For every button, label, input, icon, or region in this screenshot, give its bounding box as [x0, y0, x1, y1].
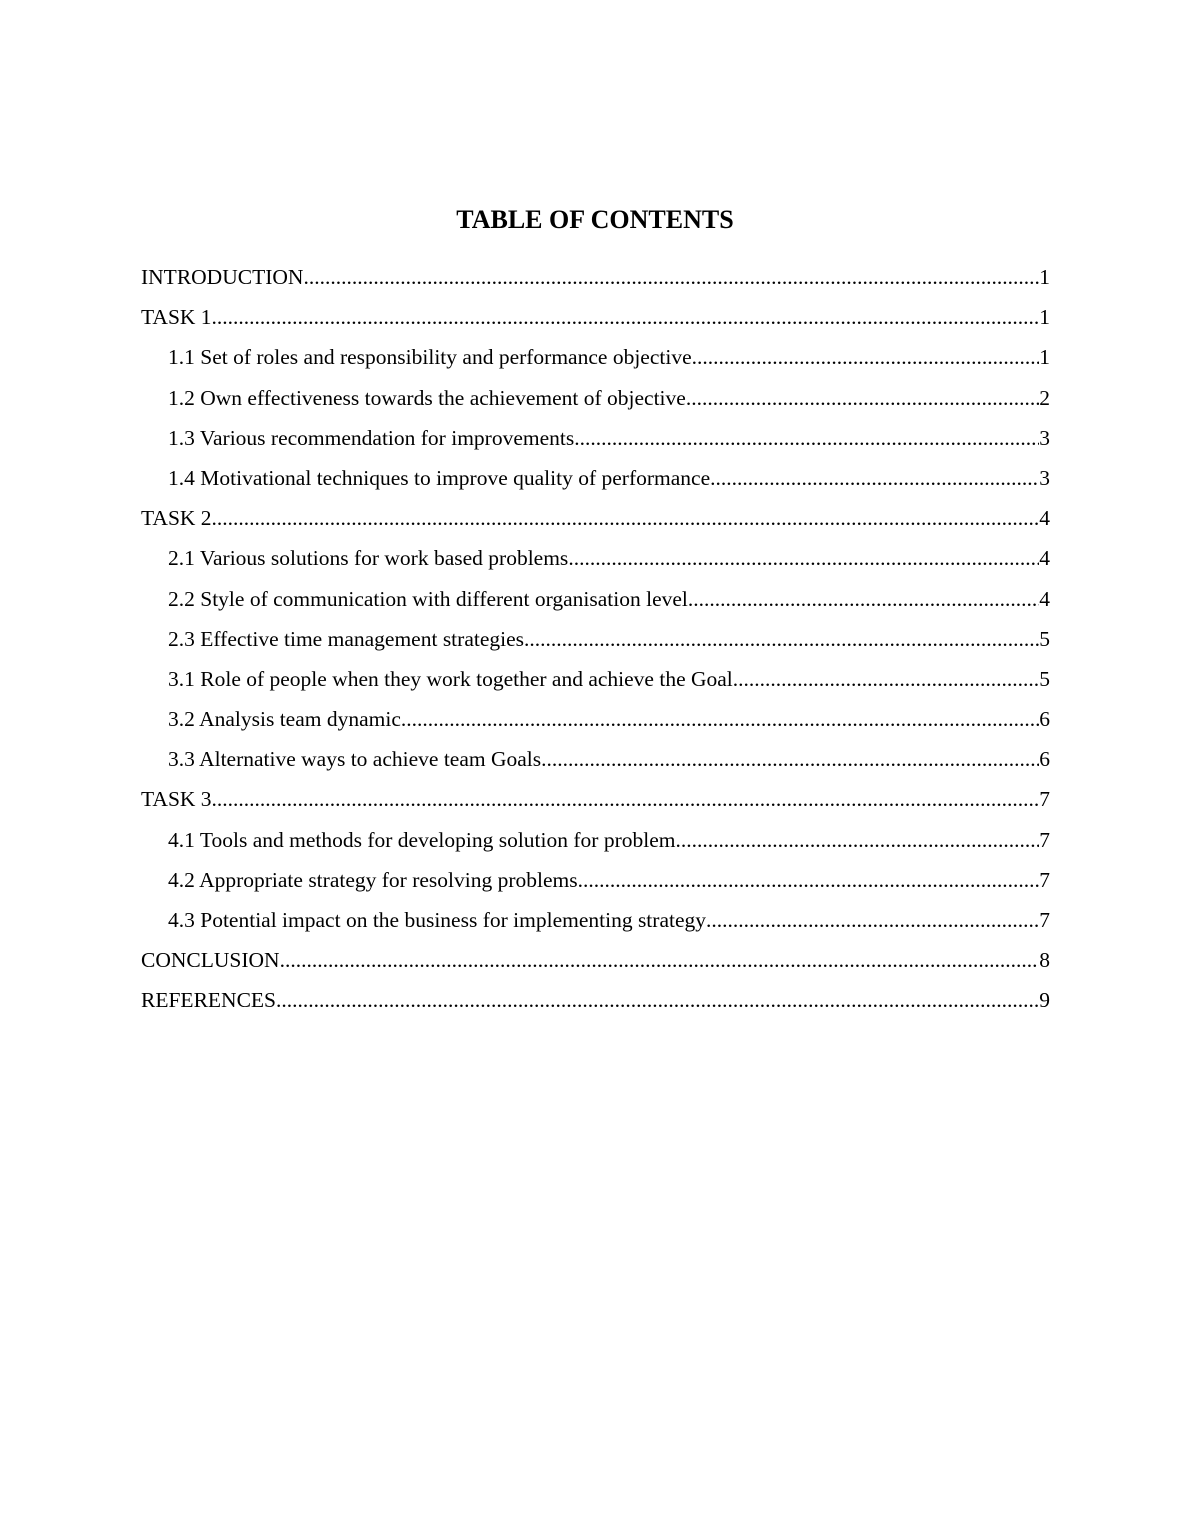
toc-entry-page: 7 [1039, 827, 1050, 852]
toc-entry-task-3[interactable] [141, 779, 1050, 819]
toc-entry-label: 2.2 Style of communication with different organisation level [168, 586, 688, 611]
toc-entry-label: 1.1 Set of roles and responsibility and performance objective [168, 345, 692, 370]
toc-entry-label: 4.3 Potential impact on the business for implementing strategy [168, 908, 707, 932]
toc-entry-page: 3 [1039, 465, 1050, 490]
toc-entry-task-1[interactable] [141, 297, 1050, 337]
toc-entry-page: 7 [1039, 867, 1050, 892]
toc-entry-label: TASK 2 [141, 506, 212, 531]
toc-entry-1-1[interactable] [141, 337, 1050, 377]
toc-entry-page: 3 [1039, 425, 1050, 450]
toc-entry-task-2[interactable] [141, 498, 1050, 538]
toc-entry-label: 1.2 Own effectiveness towards the achievement of objective [168, 385, 686, 410]
toc-entry-page: 4 [1039, 546, 1050, 571]
toc-entry-1-4[interactable] [141, 458, 1050, 498]
dot-leader [212, 297, 1040, 337]
toc-entry-page: 5 [1039, 666, 1050, 691]
toc-entry-page: 2 [1039, 385, 1050, 410]
dot-leader [686, 378, 1039, 418]
toc-entry-label: 4.2 Appropriate strategy for resolving problems [168, 867, 578, 892]
toc-entry-page: 1 [1039, 265, 1050, 289]
toc-entry-label: TASK 3 [141, 787, 212, 812]
toc-entry-3-2[interactable] [141, 699, 1050, 739]
toc-entry-page: 1 [1039, 305, 1050, 330]
dot-leader [212, 498, 1040, 538]
toc-entry-label: INTRODUCTION [141, 265, 304, 289]
toc-entry-3-3[interactable] [141, 739, 1050, 779]
toc-entry-2-2[interactable] [141, 579, 1050, 619]
dot-leader [568, 538, 1039, 578]
toc-entry-label: 1.4 Motivational techniques to improve quality of performance [168, 465, 711, 490]
toc-entry-2-3[interactable] [141, 619, 1050, 659]
toc-entry-label: CONCLUSION [141, 948, 280, 973]
toc-entry-page: 6 [1039, 747, 1050, 772]
toc-entry-2-1[interactable] [141, 538, 1050, 578]
dot-leader [710, 458, 1039, 498]
toc-entry-label: 3.3 Alternative ways to achieve team Goals [168, 747, 542, 772]
toc-entry-4-1[interactable] [141, 820, 1050, 860]
toc-entry-page: 5 [1039, 626, 1050, 651]
dot-leader [578, 860, 1040, 900]
dot-leader [541, 739, 1039, 779]
dot-leader [212, 779, 1040, 819]
toc-entry-label: 3.2 Analysis team dynamic [168, 707, 401, 732]
toc-entry-4-2[interactable] [141, 860, 1050, 900]
toc-entry-3-1[interactable] [141, 659, 1050, 699]
toc-entry-label: 4.1 Tools and methods for developing solution for problem [168, 827, 676, 852]
toc-entry-page: 4 [1039, 506, 1050, 531]
dot-leader [675, 820, 1039, 860]
toc-list [141, 257, 1050, 1021]
toc-entry-page: 9 [1039, 988, 1050, 1013]
toc-entry-page: 8 [1039, 948, 1050, 973]
toc-entry-label: 3.1 Role of people when they work together and achieve the Goal [168, 666, 733, 691]
dot-leader [524, 619, 1039, 659]
toc-entry-page: 4 [1039, 586, 1050, 611]
toc-title: TABLE OF CONTENTS [456, 205, 734, 234]
toc-entry-1-3[interactable] [141, 418, 1050, 458]
toc-entry-conclusion[interactable] [141, 940, 1050, 980]
toc-entry-label: TASK 1 [141, 305, 212, 330]
toc-entry-label: 2.1 Various solutions for work based problems [168, 546, 569, 571]
toc-entry-1-2[interactable] [141, 378, 1050, 418]
toc-entry-label: REFERENCES [141, 988, 276, 1013]
toc-entry-references[interactable] [141, 980, 1050, 1020]
dot-leader [706, 900, 1039, 940]
toc-entry-page: 1 [1039, 345, 1050, 370]
toc-entry-page: 6 [1039, 707, 1050, 732]
dot-leader [401, 699, 1039, 739]
toc-entry-label: 2.3 Effective time management strategies [168, 626, 525, 651]
dot-leader [280, 940, 1040, 980]
dot-leader [574, 418, 1039, 458]
toc-entry-page: 7 [1039, 908, 1050, 932]
dot-leader [276, 980, 1039, 1020]
toc-entry-page: 7 [1039, 787, 1050, 812]
toc-entry-4-3[interactable] [141, 900, 1050, 940]
dot-leader [692, 337, 1040, 377]
toc-entry-label: 1.3 Various recommendation for improvements [168, 425, 575, 450]
toc-entry-introduction[interactable] [141, 257, 1050, 297]
dot-leader [733, 659, 1039, 699]
dot-leader [688, 579, 1039, 619]
dot-leader [303, 257, 1039, 297]
